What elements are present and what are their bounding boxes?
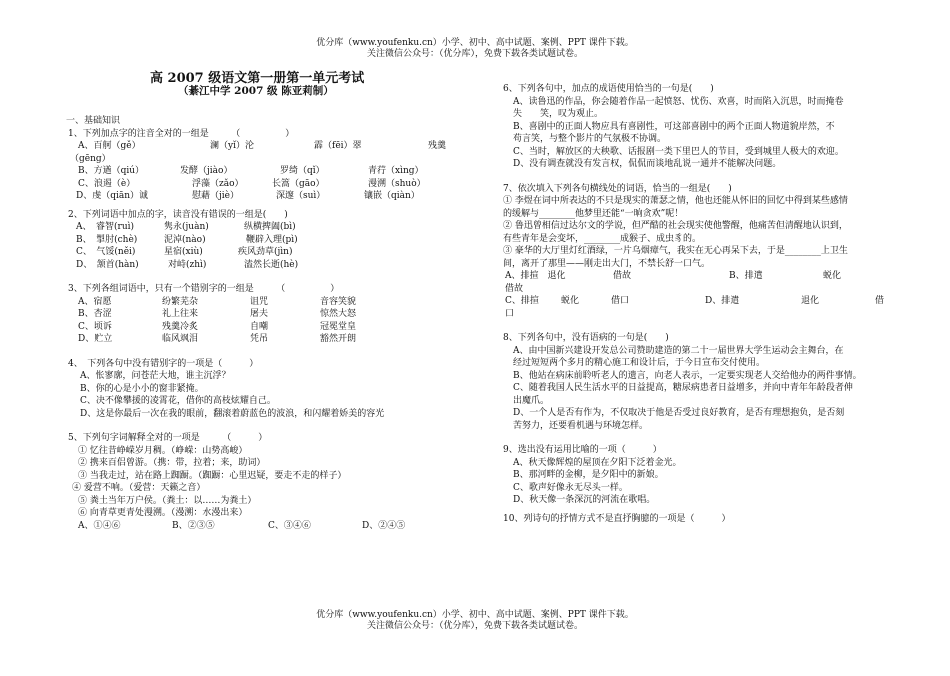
q5-item-2: ② 携来百侣曾游。（携：带，拉着；来，助词）	[78, 458, 266, 468]
q3-option-d: D、贮立 临风飒泪 凭吊 豁然开朗	[78, 334, 357, 344]
q6-option-d: D、没有调查就没有发言权，侃侃而谈地乱说一通并不能解决问题。	[513, 159, 782, 169]
q3-stem: 3、下列各组词语中，只有一个错别字的一组是 （ ）	[68, 284, 340, 294]
q8-option-d-cont: 苦努力，还要看机遇与环境怎样。	[513, 420, 649, 431]
q2-stem: 2、下列词语中加点的字，读音没有错误的一组是( )	[68, 209, 288, 220]
q9-option-b: B、那河畔的金柳，是夕阳中的新娘。	[513, 470, 664, 480]
q5-options: A、①④⑥ B、②③⑤ C、③④⑥ D、②④⑤	[78, 520, 406, 531]
header-line-2: 关注微信公众号：（优分库），免费下载各类试题试卷。	[366, 49, 583, 59]
q7-stem: 7、依次填入下列各句横线处的词语，恰当的一组是( )	[503, 183, 732, 194]
q8-option-c: C、随着我国人民生活水平的日益提高，糖尿病患者日益增多，并向中青年年龄段者伸	[513, 383, 853, 393]
q7-sentence-3: ③ 豪华的大厅里灯红酒绿，一片乌烟瘴气，我实在无心再呆下去，于是________上卫生	[503, 246, 848, 256]
q8-stem: 8、下列各句中，没有语病的一句是( )	[503, 333, 669, 343]
q10-stem: 10、列诗句的抒情方式不是直抒胸臆的一项是（ ）	[503, 513, 731, 524]
q2-option-b: B、 掣肘(chè) 泥淖(nào) 鞭辟入理(pì)	[76, 234, 298, 245]
q7-sentence-1: ① 李煜在词中所表达的不只是现实的萧瑟之情，他也还能从怀旧的回忆中得到某些感情	[503, 196, 848, 206]
q9-option-d: D、秋天像一条深沉的河流在歌唱。	[513, 495, 656, 505]
q5-item-6: ⑥ 向青草更青处漫溯。（漫溯：水漫出来）	[78, 508, 248, 518]
q6-stem: 6、下列各句中，加点的成语使用恰当的一句是( )	[503, 84, 714, 94]
header-line-1: 优分库（www.youfenku.cn）小学、初中、高中试题、案例、PPT 课件下载。	[316, 38, 634, 48]
q7-sentence-2-cont: 有些青年是会变坏，________成猴子、成虫豸的。	[503, 233, 702, 244]
q5-item-3: ③ 当我走过，站在路上踟蹰。（踟蹰：心里迟疑，要走不走的样子）	[78, 470, 347, 481]
q2-option-c: C、 气馁(něi) 星宿(xiù) 疾风劲草(jìn)	[76, 247, 293, 257]
q3-option-a: A、宿愿 纷繁芜杂 诅咒 音容笑貌	[78, 296, 357, 307]
exam-subtitle: （綦江中学 2007 级 陈亚莉制）	[178, 85, 334, 97]
q2-option-a: A、 睿智(ruì) 隽永(juàn) 纵横捭阖(bì)	[76, 222, 296, 232]
q8-option-b: B、他站在病床前聆听老人的遗言，向老人表示，一定要实现老人交给他办的两件事情。	[513, 370, 862, 381]
q4-option-b: B、你的心是小小的窗非紧掩。	[80, 383, 204, 394]
q6-option-a-cont: 失 笑，叹为观止。	[513, 109, 604, 119]
q7-sentence-2: ② 鲁迅曾相信过达尔文的学说，但严酷的社会现实使他警醒，他痛苦但清醒地认识到，	[503, 221, 848, 231]
right-column	[503, 83, 893, 525]
q1-option-a: A、百舸（gě） 澜（yǐ）沦 霹（fēi）翠 残羹	[78, 141, 447, 151]
q1-option-b: B、方遒（qiú） 发酵（jiào） 罗绮（qǐ） 青荇（xìng）	[78, 166, 424, 176]
section-heading: 一、基础知识	[66, 116, 121, 126]
q7-options-ab-cont: 借故	[505, 283, 524, 294]
q9-option-a: A、秋天像辉煌的屋顶在夕阳下泛着金光。	[513, 457, 682, 468]
q3-option-c: C、顷诉 残羹冷炙 自嘲 冠冕堂皇	[78, 321, 357, 332]
q7-options-ab: A、排揎 退化 借故 B、排遣 蜕化	[505, 271, 842, 281]
q4-option-c: C、决不像攀援的凌霄花，借你的高枝炫耀自己。	[80, 396, 276, 406]
q5-item-4: ④ 爱营不响。（爱营：天籁之音）	[72, 483, 206, 493]
q6-option-c: C、当时，解放区的大秧歌、话报剧一类下里巴人的节目，受到城里人极大的欢迎。	[513, 146, 844, 157]
q6-option-b: B、喜剧中的正面人物应具有喜剧性，可这部喜剧中的两个正面人物道貌岸然，不	[513, 121, 835, 132]
footer-line-1: 优分库（www.youfenku.cn）小学、初中、高中试题、案例、PPT 课件下载。	[316, 610, 634, 620]
q4-option-d: D、这是你最后一次在我的眼前，翻滚着蔚蓝色的波浪，和闪耀着娇美的容光	[80, 408, 385, 419]
q9-stem: 9、选出没有运用比喻的一项（ ）	[503, 445, 662, 455]
page-header	[0, 38, 950, 60]
q3-option-b: B、杏涩 礼上往来 屠夫 惊然大怒	[78, 309, 357, 319]
q6-option-b-cont: 苟言笑，与整个影片的气氛极不协调。	[513, 134, 667, 144]
page-footer	[0, 610, 950, 632]
q5-stem: 5、下列句字词解释全对的一项是 （ ）	[68, 433, 268, 443]
q7-options-cd: C、排揎 蜕化 借口 D、排遣 退化 借	[505, 296, 885, 306]
q7-sentence-1-cont: 的缓解与________他梦里还能“一晌贪欢”呢！	[503, 208, 684, 219]
q1-option-a-cont: （gēng）	[70, 153, 111, 164]
q6-option-a: A、读鲁迅的作品，你会随着作品一起愤怒、忧伤、欢喜，时而陷入沉思，时而掩卷	[513, 96, 844, 107]
q1-option-d: D、虔（qiān）诚 慰藉（jiè） 深邃（suì） 镶嵌（qiàn）	[76, 191, 420, 201]
q5-item-5: ⑤ 粪土当年万户侯。（粪土：以……为粪土）	[78, 495, 257, 506]
footer-line-2: 关注微信公众号：（优分库），免费下载各类试题试卷。	[366, 621, 583, 631]
q1-option-c: C、浪遏（è） 浮藻（zǎo） 长篙（gāo） 漫溯（shuò）	[78, 178, 426, 189]
q7-sentence-3-cont: 间，离开了那里——刚走出大门，不禁长舒一口气。	[503, 258, 711, 269]
q9-option-c: C、歌声好像永无尽头一样。	[513, 482, 628, 493]
q7-options-cd-cont: 口	[505, 308, 515, 319]
left-column	[68, 115, 468, 532]
q1-stem: 1、下列加点字的注音全对的一组是 （ ）	[68, 128, 295, 139]
q4-stem: 4、 下列各句中没有错别字的一项是（ ）	[68, 358, 259, 369]
q5-item-1: ① 忆往昔峥嵘岁月稠。（峥嵘：山势高峻）	[78, 445, 248, 456]
q8-option-d: D、一个人是否有作为，不仅取决于他是否受过良好教育，是否有理想抱负，是否刻	[513, 408, 845, 418]
q8-option-c-cont: 出魔爪。	[513, 395, 550, 406]
q4-option-a: A、怅寥廓，问苍茫大地，谁主沉浮？	[80, 371, 231, 381]
q2-option-d: D、 颔首(hàn) 对峙(zhì) 溘然长逝(hè)	[76, 259, 299, 270]
q8-option-a-cont: 经过短短两个多月的精心施工和设计后，于今日宣布交付使用。	[513, 358, 766, 368]
q8-option-a: A、由中国新兴建设开发总公司赞助建造的第二十一届世界大学生运动会主舞台，在	[513, 345, 844, 356]
exam-title: 高 2007 级语文第一册第一单元考试	[150, 71, 365, 86]
